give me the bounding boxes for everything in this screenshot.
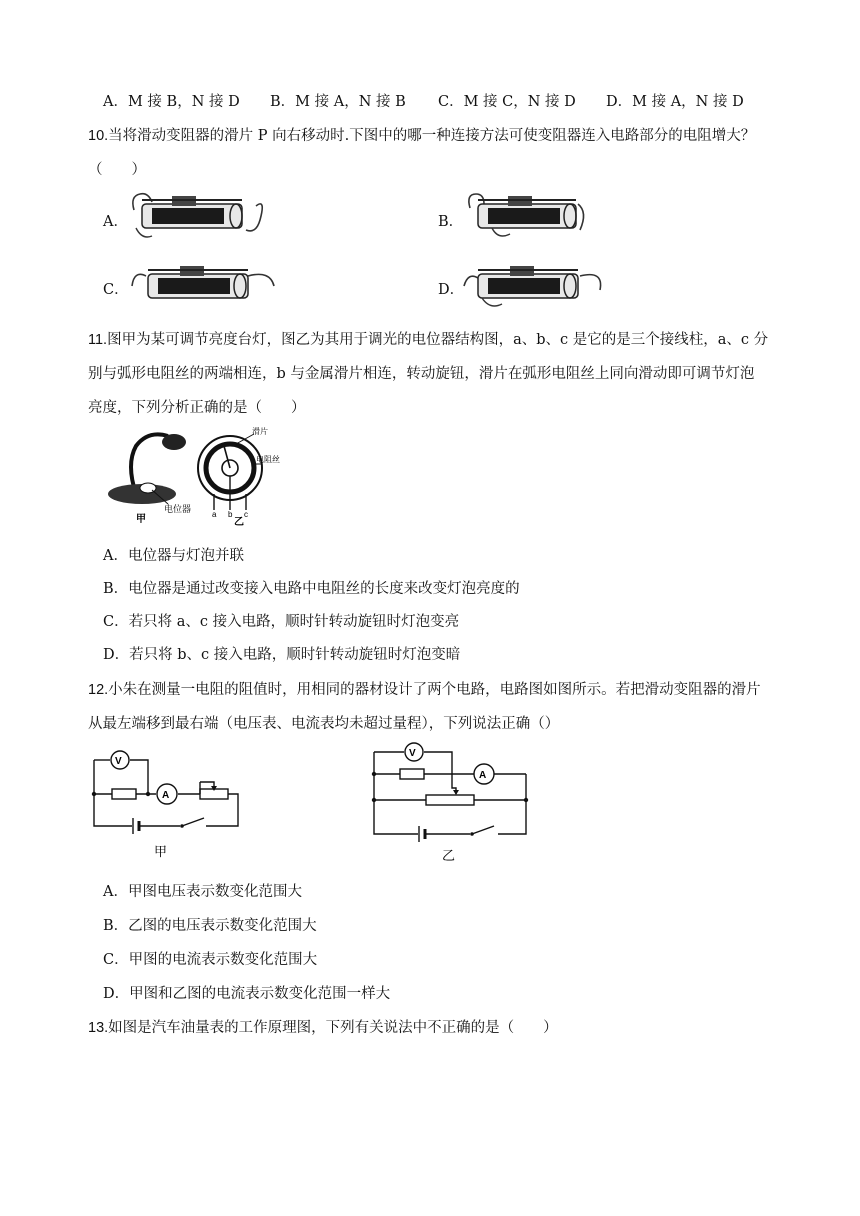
q12-option-a: A．甲图电压表示数变化范围大 <box>103 884 302 900</box>
q11-potentiometer-label: 电位器 <box>164 504 192 514</box>
q9-option-a: A．M 接 B，N 接 D <box>103 94 240 110</box>
q13-number: 13. <box>88 1020 109 1036</box>
q10-stem <box>88 124 755 145</box>
q11-terminal-a: a <box>212 510 217 519</box>
q12-yi-label: 乙 <box>442 848 456 863</box>
q12-yi-ammeter-label: A <box>479 770 487 781</box>
q12-stem-line2: 从最左端移到最右端（电压表、电流表均未超过量程），下列说法正确（） <box>88 716 560 732</box>
q11-terminal-c: c <box>244 510 248 519</box>
q11-number: 11. <box>88 332 108 348</box>
q11-jia-label: 甲 <box>136 514 146 525</box>
q11-stem-line3: 亮度，下列分析正确的是（ ） <box>88 400 306 416</box>
q13-stem-line1: 如图是汽车油量表的工作原理图，下列有关说法中不正确的是（ ） <box>108 1020 558 1036</box>
q11-slider-label: 滑片 <box>252 427 268 436</box>
q12-option-c: C．甲图的电流表示数变化范围大 <box>103 952 318 968</box>
q12-circuit-yi <box>366 740 536 866</box>
q11-wire-label: 电阻丝 <box>256 455 280 464</box>
q11-terminal-b: b <box>228 510 233 519</box>
q11-stem-line1: 图甲为某可调节亮度台灯，图乙为其用于调光的电位器结构图，a、b、c 是它的是三个接线柱，a、c 分 <box>107 332 769 348</box>
q10-rheostat-figure-a <box>128 186 268 242</box>
q11-yi-label: 乙 <box>234 517 244 528</box>
q10-option-a: A． <box>103 214 128 230</box>
q10-option-b: B． <box>438 214 464 230</box>
q11-stem-line2: 别与弧形电阻丝的两端相连，b 与金属滑片相连，转动旋钮，滑片在弧形电阻丝上同向滑动即可调节灯泡 <box>88 366 755 382</box>
q10-stem-line1: 当将滑动变阻器的滑片 P 向右移动时.下图中的哪一种连接方法可使变阻器连入电路部分的电阻增大？ <box>108 128 756 144</box>
q12-option-b: B．乙图的电压表示数变化范围大 <box>103 918 317 934</box>
q11-option-d: D．若只将 b、c 接入电路，顺时针转动旋钮时灯泡变暗 <box>103 647 461 663</box>
q12-jia-voltmeter-label: V <box>115 756 122 767</box>
q10-option-d: D． <box>438 282 465 298</box>
q10-number: 10. <box>88 128 109 144</box>
q10-rheostat-figure-d <box>460 256 610 312</box>
q10-stem-line2: （ ） <box>88 162 146 178</box>
q13-stem <box>88 1016 558 1037</box>
q11-option-b: B．电位器是通过改变接入电路中电阻丝的长度来改变灯泡亮度的 <box>103 581 520 597</box>
q12-number: 12. <box>88 682 109 698</box>
q9-option-d: D．M 接 A，N 接 D <box>606 94 744 110</box>
q10-rheostat-figure-b <box>462 186 592 242</box>
q10-rheostat-figure-c <box>128 256 278 312</box>
q12-stem <box>88 678 761 699</box>
q11-option-a: A．电位器与灯泡并联 <box>103 548 244 564</box>
q11-stem <box>88 328 768 349</box>
q11-lamp-potentiometer-figure <box>96 424 280 528</box>
q9-option-c: C．M 接 C，N 接 D <box>438 94 576 110</box>
q12-option-d: D．甲图和乙图的电流表示数变化范围一样大 <box>103 986 391 1002</box>
q12-yi-voltmeter-label: V <box>409 748 416 759</box>
q12-jia-ammeter-label: A <box>162 790 170 801</box>
q12-circuit-jia <box>88 740 248 862</box>
q10-option-c: C． <box>103 282 129 298</box>
q12-jia-label: 甲 <box>154 844 168 859</box>
q11-option-c: C．若只将 a、c 接入电路，顺时针转动旋钮时灯泡变亮 <box>103 614 460 630</box>
q12-stem-line1: 小朱在测量一电阻的阻值时，用相同的器材设计了两个电路，电路图如图所示。若把滑动变阻器的滑片 <box>108 682 761 698</box>
q9-option-b: B．M 接 A，N 接 B <box>270 94 406 110</box>
